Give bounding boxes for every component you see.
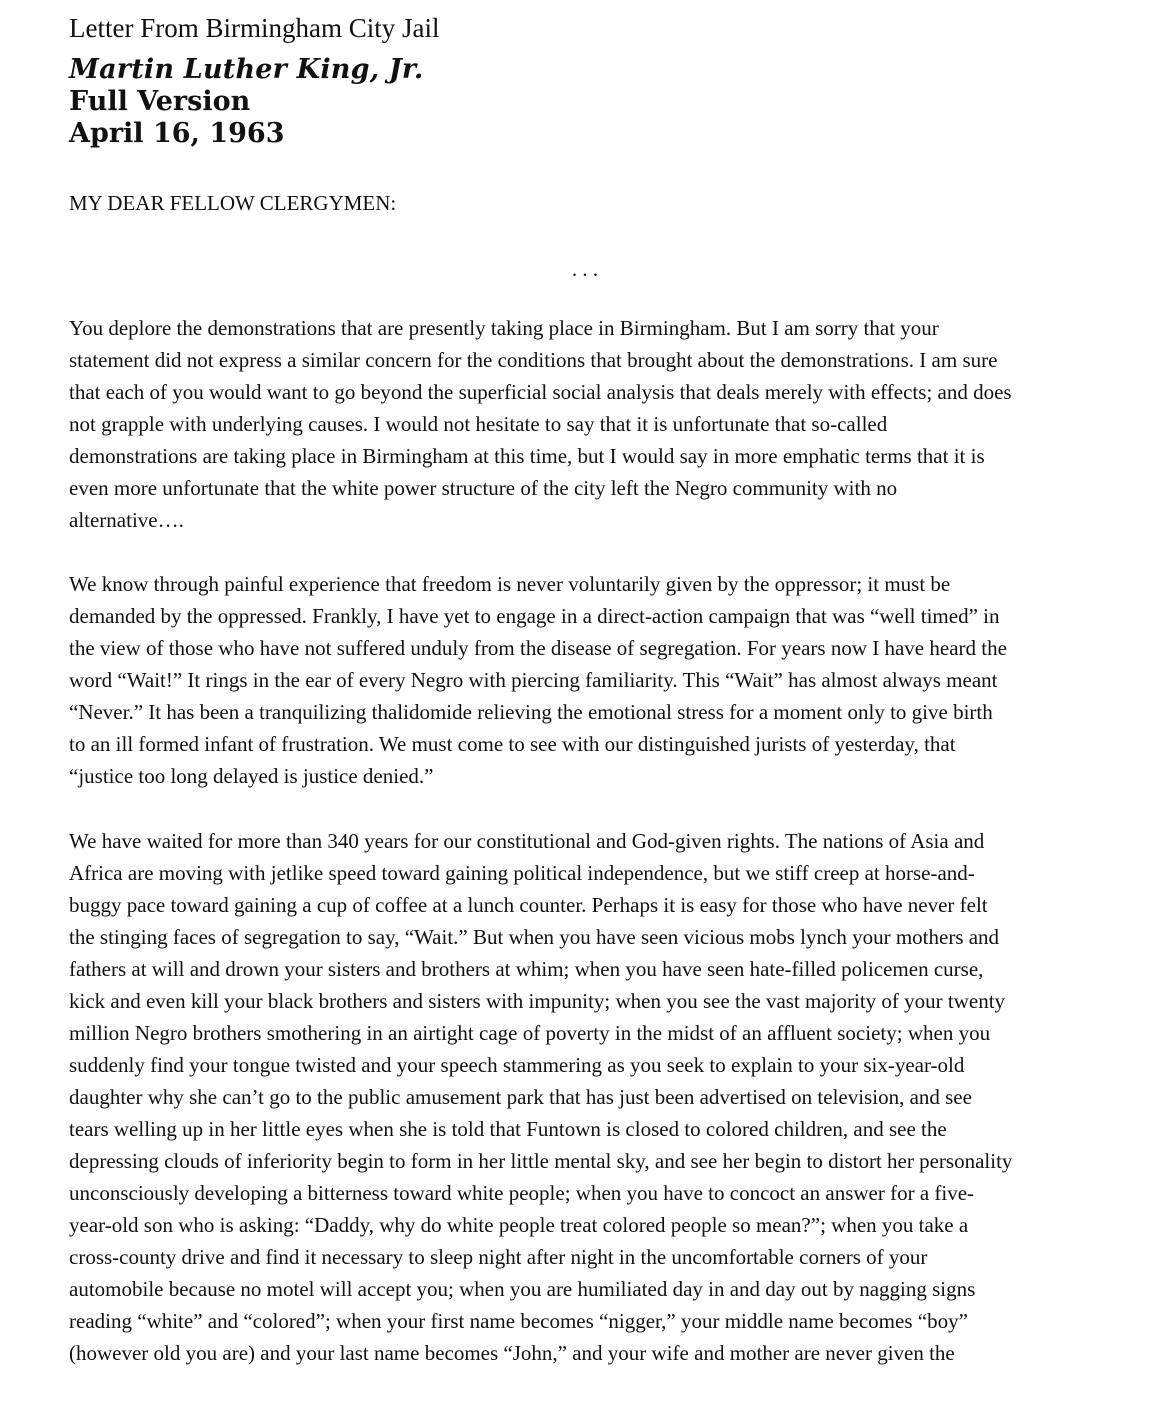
paragraph-line: demanded by the oppressed. Frankly, I have yet to engage in a direct-action campaign that was “well timed” in: [69, 604, 1000, 628]
paragraph-line: year-old son who is asking: “Daddy, why do white people treat colored people so mean?”; when you take a: [69, 1213, 969, 1237]
paragraph-line: cross-county drive and find it necessary to sleep night after night in the uncomfortable corners of your: [69, 1245, 928, 1269]
paragraph-line: that each of you would want to go beyond the superficial social analysis that deals merely with effects; and does: [69, 380, 1012, 404]
letter-page: [69, 10, 1109, 1369]
paragraph-line: “justice too long delayed is justice denied.”: [69, 764, 434, 788]
paragraph-line: fathers at will and drown your sisters and brothers at whim; when you have seen hate-filled policemen curse,: [69, 957, 984, 981]
paragraph-line: not grapple with underlying causes. I would not hesitate to say that it is unfortunate that so-called: [69, 412, 888, 436]
paragraph-3: [69, 825, 1109, 1369]
paragraph-line: alternative….: [69, 508, 184, 532]
paragraph-line: tears welling up in her little eyes when she is told that Funtown is closed to colored children, and see the: [69, 1117, 947, 1141]
paragraph-line: reading “white” and “colored”; when your first name becomes “nigger,” your middle name becomes “boy”: [69, 1309, 968, 1333]
paragraph-line: unconsciously developing a bitterness toward white people; when you have to concoct an answer for a five-: [69, 1181, 975, 1205]
paragraph-line: million Negro brothers smothering in an airtight cage of poverty in the midst of an affluent society; when you: [69, 1021, 991, 1045]
omission-ellipsis: . . .: [571, 257, 599, 281]
salutation: MY DEAR FELLOW CLERGYMEN:: [69, 191, 397, 215]
paragraph-line: We know through painful experience that freedom is never voluntarily given by the oppressor; it must be: [69, 572, 951, 596]
paragraph-line: to an ill formed infant of frustration. We must come to see with our distinguished jurists of yesterday, that: [69, 732, 956, 756]
paragraph-line: statement did not express a similar concern for the conditions that brought about the demonstrations. I am sure: [69, 348, 998, 372]
paragraph-line: demonstrations are taking place in Birmingham at this time, but I would say in more emphatic terms that it is: [69, 444, 985, 468]
paragraph-line: automobile because no motel will accept you; when you are humiliated day in and day out by nagging signs: [69, 1277, 976, 1301]
paragraph-line: You deplore the demonstrations that are presently taking place in Birmingham. But I am sorry that your: [69, 316, 939, 340]
version-label: Full Version: [69, 86, 251, 117]
paragraph-line: daughter why she can’t go to the public amusement park that has just been advertised on television, and see: [69, 1085, 972, 1109]
author-name: Martin Luther King, Jr.: [69, 54, 424, 85]
paragraph-1: [69, 312, 1109, 536]
document-title: Letter From Birmingham City Jail: [69, 13, 440, 43]
paragraph-line: word “Wait!” It rings in the ear of every Negro with piercing familiarity. This “Wait” has almost always meant: [69, 668, 998, 692]
letter-date: April 16, 1963: [69, 118, 285, 149]
paragraph-2: [69, 568, 1109, 792]
paragraph-line: depressing clouds of inferiority begin to form in her little mental sky, and see her begin to distort her personality: [69, 1149, 1013, 1173]
paragraph-line: kick and even kill your black brothers and sisters with impunity; when you see the vast majority of your twenty: [69, 989, 1006, 1013]
paragraph-line: the view of those who have not suffered unduly from the disease of segregation. For years now I have heard the: [69, 636, 1007, 660]
paragraph-line: the stinging faces of segregation to say, “Wait.” But when you have seen vicious mobs lynch your mothers and: [69, 925, 1000, 949]
paragraph-line: Africa are moving with jetlike speed toward gaining political independence, but we stiff creep at horse-and-: [69, 861, 975, 885]
paragraph-line: (however old you are) and your last name becomes “John,” and your wife and mother are never given the: [69, 1341, 955, 1365]
paragraph-line: suddenly find your tongue twisted and your speech stammering as you seek to explain to your six-year-old: [69, 1053, 965, 1077]
paragraph-line: even more unfortunate that the white power structure of the city left the Negro community with no: [69, 476, 898, 500]
paragraph-line: “Never.” It has been a tranquilizing thalidomide relieving the emotional stress for a moment only to give birth: [69, 700, 993, 724]
paragraph-line: buggy pace toward gaining a cup of coffee at a lunch counter. Perhaps it is easy for those who have never felt: [69, 893, 988, 917]
paragraph-line: We have waited for more than 340 years for our constitutional and God-given rights. The nations of Asia and: [69, 829, 985, 853]
